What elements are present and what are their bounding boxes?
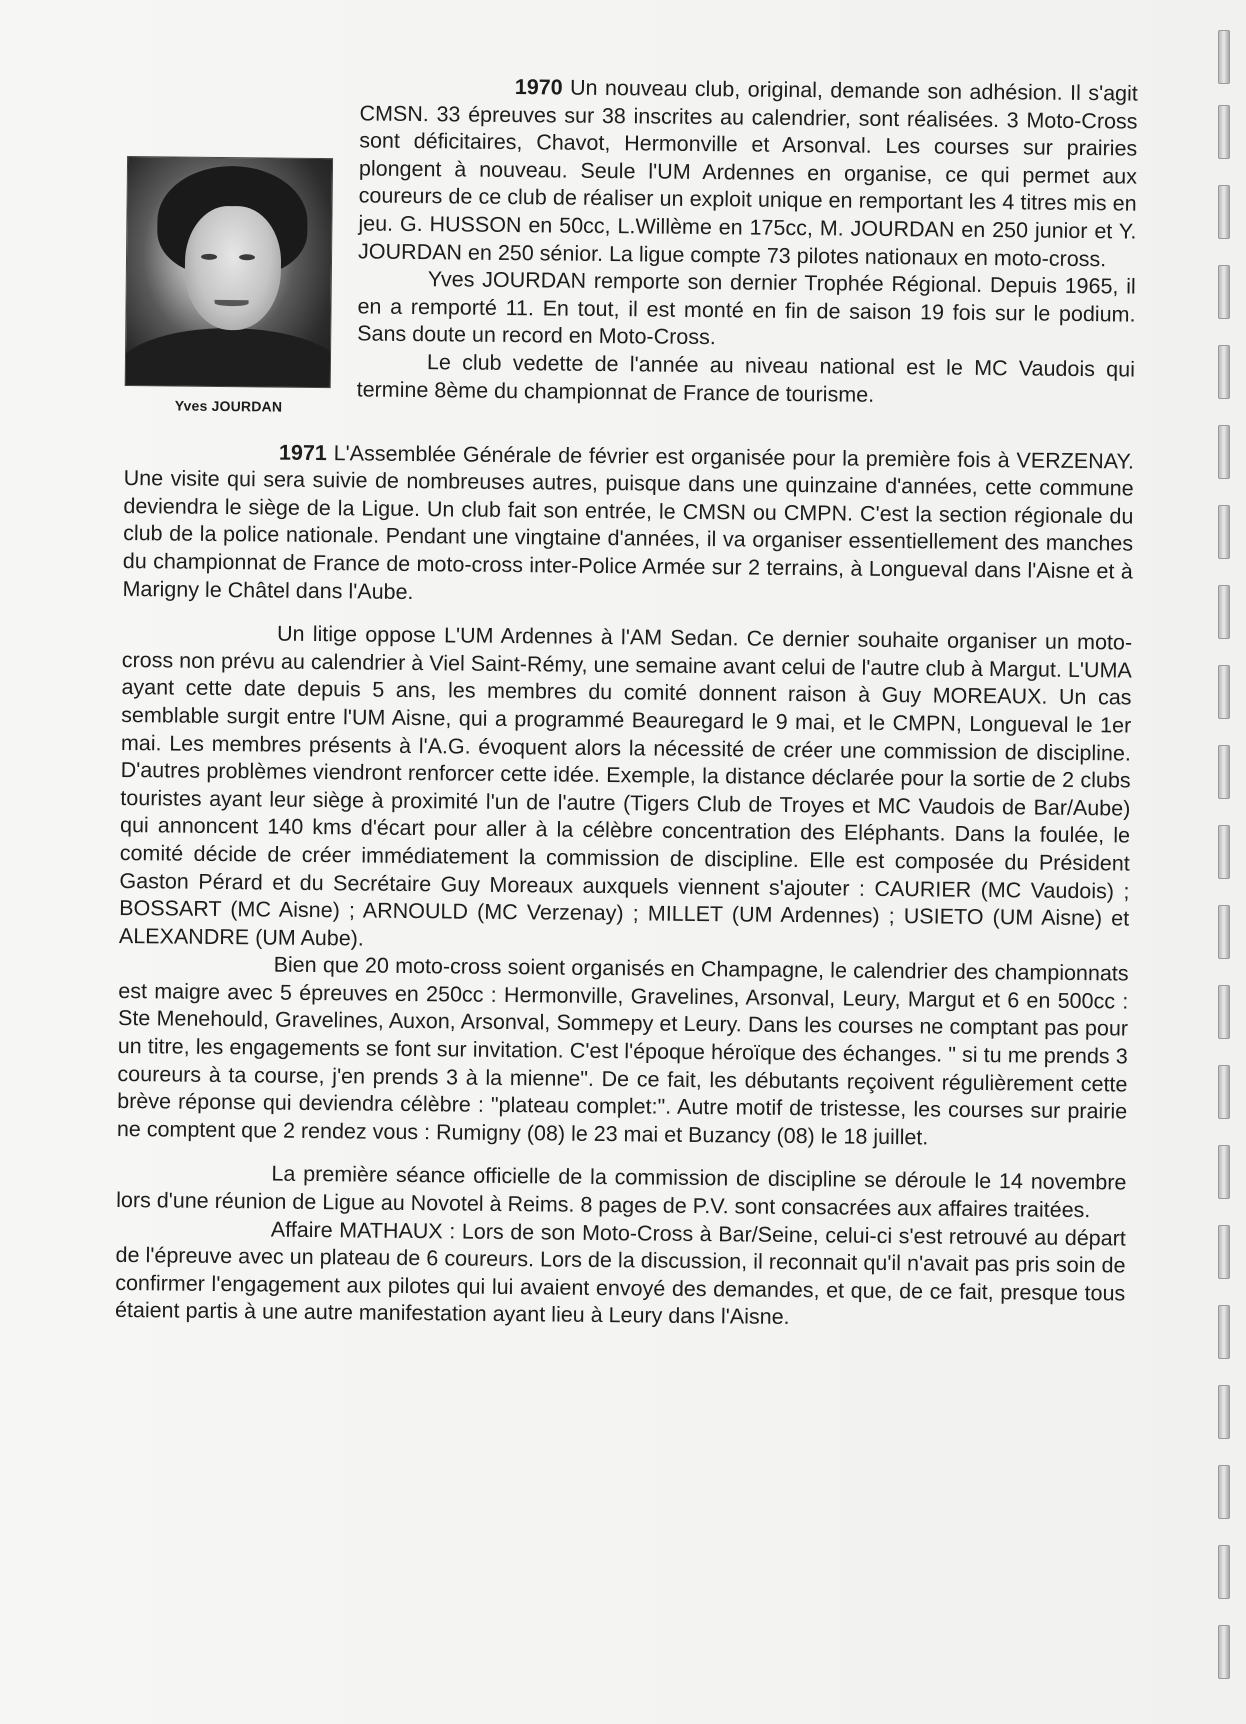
year-heading-1970: 1970: [514, 75, 563, 100]
paragraph-1971-calendrier: Bien que 20 moto-cross soient organisés en Champagne, le calendrier des championnats est maigre avec 5 épreuves en 250cc : Hermonville, Gravelines, Arsonval, Leury, Margut et 6 en 500cc : Ste Menehould, Gravelines, Auxon, Arsonval, Sommepy et Leury. Dans les courses ne comptant pas pour un titre, les engagements se font sur invitation. C'est l'époque héroïque des échanges. " si tu me prends 3 coureurs à ta course, j'en prends 3 à la mienne". De ce fait, les débutants reçoivent régulièrement cette brève réponse qui deviendra célèbre : "plateau complet:". Autre motif de tristesse, les courses sur prairie ne comptent que 2 rendez vous : Rumigny (08) le 23 mai et Buzancy (08) le 18 juillet.: [116, 952, 1129, 1150]
paragraph-1971-intro: [122, 438, 1134, 614]
paragraph-1971-commission: La première séance officielle de la commission de discipline se déroule le 14 novembre lors d'une réunion de Ligue au Novotel à Reims. 8 pages de P.V. sont consacrées aux affaires traitées.: [116, 1162, 1127, 1223]
photo-caption: Yves JOURDAN: [174, 397, 283, 415]
paragraph-1971-mathaux: Affaire MATHAUX : Lors de son Moto-Cross à Bar/Seine, celui-ci s'est retrouvé au départ de l'épreuve avec un plateau de 6 coureurs. Lors de la discussion, il reconnait qu'il n'avait pas pris soin de confirmer l'engagement aux pilotes qui lui avaient envoyé des demandes, et que, de ce fait, presque tous étaient partis à une autre manifestation ayant lieu à Leury dans l'Aisne.: [114, 1217, 1126, 1330]
portrait-photo: [125, 156, 333, 388]
paragraph-1970-trophy: Yves JOURDAN remporte son dernier Trophée Régional. Depuis 1965, il en a remporté 11. En tout, il est monté en fin de saison 19 fois sur le podium. Sans doute un record en Moto-Cross.: [357, 267, 1136, 350]
binder-edge: [1214, 20, 1236, 1710]
text-1971-intro: L'Assemblée Générale de février est organisée pour la première fois à VERZENAY. Une visite qui sera suivie de nombreuses autres, puisque dans une quinzaine d'années, cette commune deviendra le siège de la Ligue. Un club fait son entrée, le CMSN ou CMPN. C'est la section régionale du club de la police nationale. Pendant une vingtaine d'années, il va organiser essentiellement des manches du championnat de France de moto-cross inter-Police Armée sur 2 terrains, à Longueval dans l'Aisne et à Marigny le Châtel dans l'Aube.: [122, 440, 1135, 604]
year-heading-1971: 1971: [278, 440, 327, 465]
document-body: [115, 70, 1138, 1336]
photo-figure: [124, 156, 335, 422]
text-1970-intro: Un nouveau club, original, demande son adhésion. Il s'agit CMSN. 33 épreuves sur 38 inscrites au calendrier, sont réalisées. 3 Moto-Cross sont déficitaires, Chavot, Hermonville et Arsonval. Les courses sur prairies plongent à nouveau. Seule l'UM Ardennes en organise, ce qui permet aux coureurs de ce club de réaliser un exploit unique en remportant les 4 titres mis en jeu. G. HUSSON en 50cc, L.Willème en 175cc, M. JOURDAN en 250 junior et Y. JOURDAN en 250 sénior. La ligue compte 73 pilotes nationaux en moto-cross.: [357, 75, 1138, 271]
paragraph-1971-litige: Un litige oppose L'UM Ardennes à l'AM Sedan. Ce dernier souhaite organiser un moto-cross non prévu au calendrier à Viel Saint-Rémy, une semaine avant celui de l'autre club à Margut. L'UMA ayant cette date depuis 5 ans, les membres du comité donnent raison à Guy MOREAUX. Un cas semblable surgit entre l'UM Aisne, qui a programmé Beauregard le 9 mai, et le CMPN, Longueval le 1er mai. Les membres présents à l'A.G. évoquent alors la nécessité de créer une commission de discipline. D'autres problèmes viendront renforcer cette idée. Exemple, la distance déclarée pour la sortie de 2 clubs touristes ayant leur siège à proximité l'un de l'autre (Tigers Club de Troyes et MC Vaudois de Bar/Aube) qui annoncent 140 kms d'écart pour aller à la célèbre concentration des Eléphants. Dans la foulée, le comité décide de créer immédiatement la commission de discipline. Elle est composée du Président Gaston Pérard et du Secrétaire Guy Moreaux auxquels viennent s'ajouter : CAURIER (MC Vaudois) ; BOSSART (MC Aisne) ; ARNOULD (MC Verzenay) ; MILLET (UM Ardennes) ; USIETO (UM Aisne) et ALEXANDRE (UM Aube).: [118, 621, 1133, 951]
paragraph-1970-club-vedette: Le club vedette de l'année au niveau national est le MC Vaudois qui termine 8ème du championnat de France de tourisme.: [356, 350, 1136, 407]
